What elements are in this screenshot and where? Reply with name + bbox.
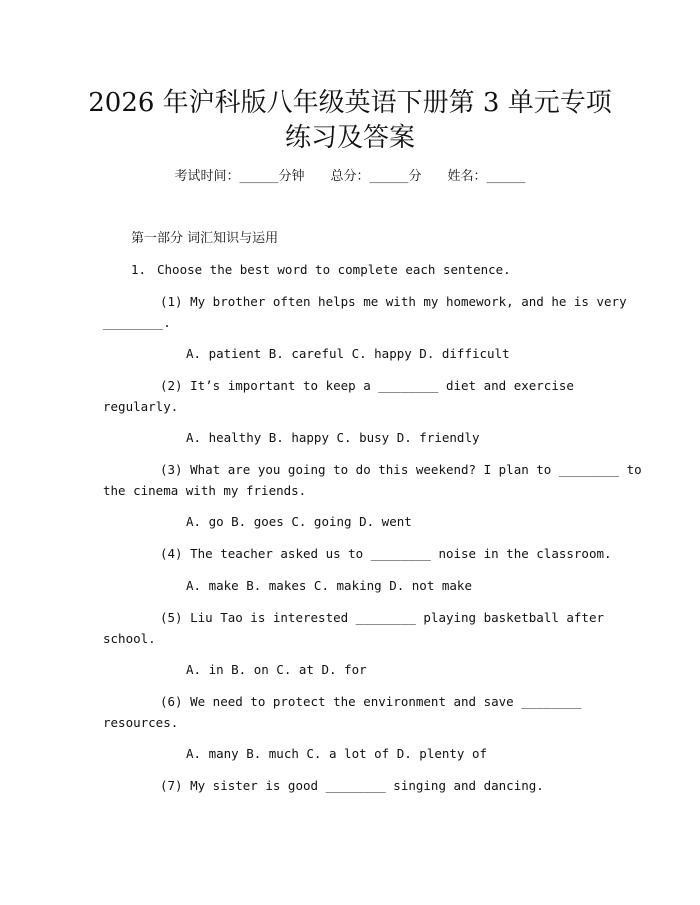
item-1-text-cont: ________.: [103, 315, 171, 330]
item-2-text-cont: regularly.: [103, 399, 179, 414]
student-name-field: 姓名：______: [447, 169, 526, 184]
document-title-line-1: 2026 年沪科版八年级英语下册第 3 单元专项: [88, 88, 612, 118]
item-6-options: A. many B. much C. a lot of D. plenty of: [186, 746, 488, 761]
item-6-text-cont: resources.: [103, 715, 179, 730]
document-title-line-2: 练习及答案: [284, 123, 415, 153]
item-2-options: A. healthy B. happy C. busy D. friendly: [186, 430, 480, 445]
item-1-text: (1) My brother often helps me with my homework, and he is very: [160, 294, 627, 309]
exam-total-score: 总分：______分: [330, 169, 422, 184]
item-4-options: A. make B. makes C. making D. not make: [186, 578, 472, 593]
question-instruction: Choose the best word to complete each sentence.: [157, 262, 511, 277]
exam-meta: [0, 168, 700, 186]
item-3-text-cont: the cinema with my friends.: [103, 483, 307, 498]
item-2-text: (2) It’s important to keep a ________ diet and exercise: [160, 378, 574, 393]
item-4-text: (4) The teacher asked us to ________ noise in the classroom.: [160, 546, 612, 561]
item-5-text: (5) Liu Tao is interested ________ playing basketball after: [160, 610, 605, 625]
question-number: 1.: [131, 262, 147, 277]
section-heading: 第一部分 词汇知识与运用: [131, 231, 279, 246]
item-1-options: A. patient B. careful C. happy D. difficult: [186, 346, 510, 361]
item-3-options: A. go B. goes C. going D. went: [186, 514, 412, 529]
item-5-options: A. in B. on C. at D. for: [186, 662, 367, 677]
item-3-text: (3) What are you going to do this weekend? I plan to ________ to: [160, 462, 642, 477]
item-5-text-cont: school.: [103, 631, 156, 646]
item-7-text: (7) My sister is good ________ singing and dancing.: [160, 778, 544, 793]
item-6-text: (6) We need to protect the environment and save ________: [160, 694, 582, 709]
exam-time: 考试时间：______分钟: [174, 169, 305, 184]
